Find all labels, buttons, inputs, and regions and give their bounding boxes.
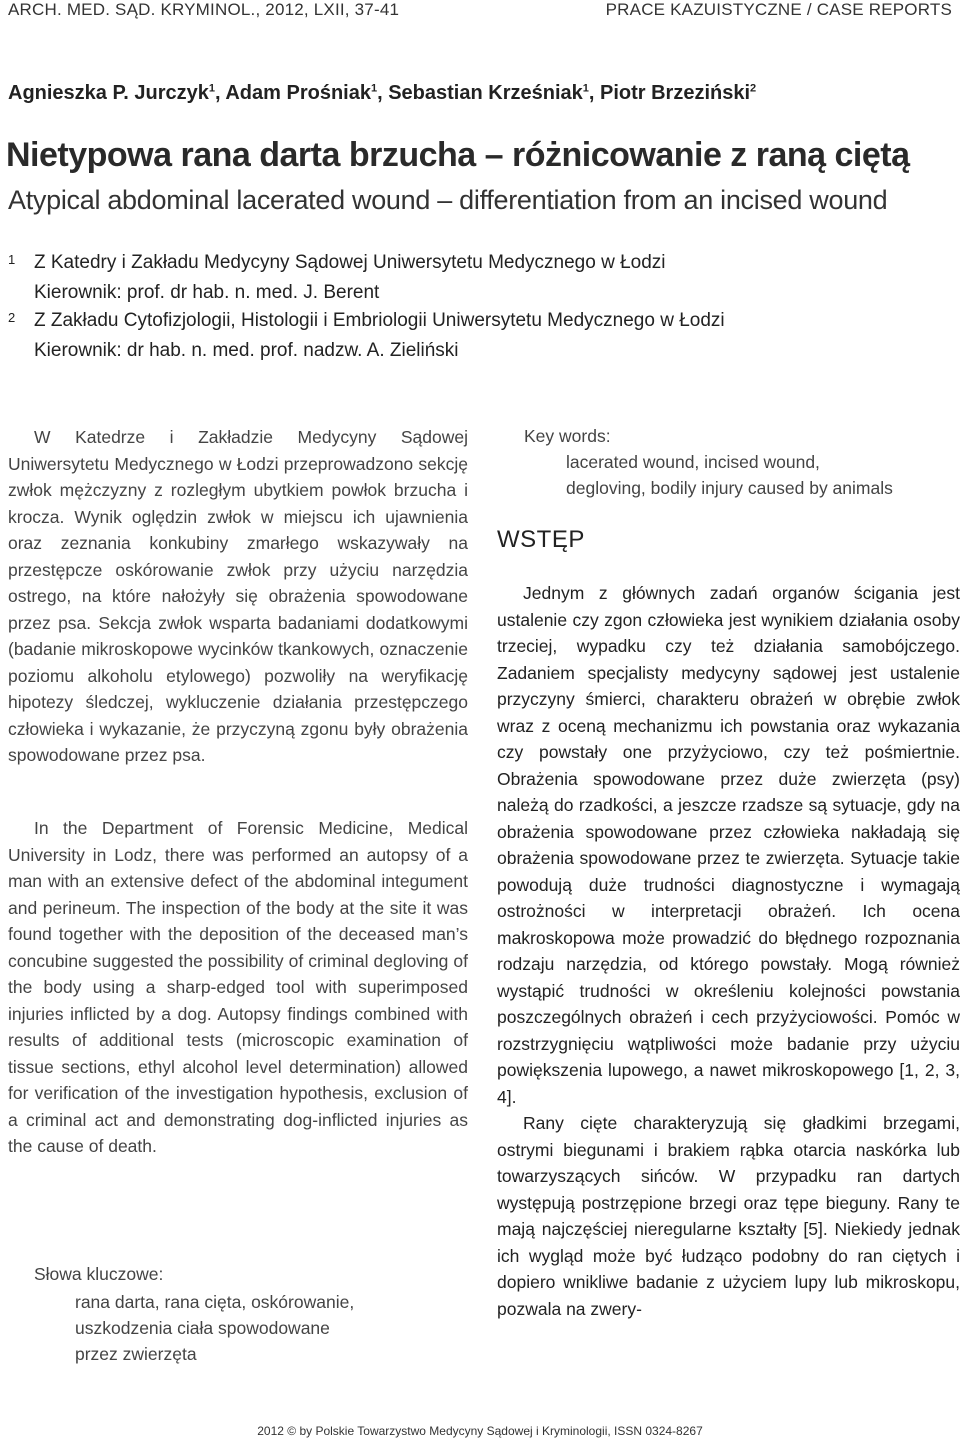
affiliation-2 (8, 310, 952, 370)
abstract-polish-text: W Katedrze i Zakładzie Medycyny Sądowej Uniwersytetu Medycznego w Łodzi przeprowadzono sekcję zwłok mężczyzny z rozległym ubytkiem powłok brzucha i krocza. Wynik oględzin zwłok w miejscu ich ujawnienia oraz zeznania konkubiny zmarłego wskazywały na przestępcze oskórowanie zwłok przy użyciu narzędzia ostrego, na które nałożyły się obrażenia spowodowane przez psa. Sekcja zwłok wsparta badaniami dodatkowymi (badanie mikroskopowe wycinków tkankowych, oznaczenie poziomu alkoholu etylowego) pozwoliły na weryfikację hipotezy śledczej, wykluczenie działania przestępczego człowieka i wykazanie, że przyczyną zgonu były obrażenia spowodowane przez psa. (8, 427, 468, 765)
author-list: Agnieszka P. Jurczyk$^1$, Adam Prośniak$^1$, Sebastian Krześniak$^1$, Piotr Brzeziński$^2$ (8, 82, 757, 104)
introduction-paragraph: Jednym z głównych zadań organów ścigania jest ustalenie czy zgon człowieka jest wynikiem działania osoby trzeciej, wypadku czy też działania samobójczego. Zadaniem specjalisty medycyny sądowej jest ustalenie przyczyny śmierci, charakteru obrażeń w obrębie zwłok wraz z oceną mechanizmu ich powstania oraz wykazania czy powstały one przyżyciowo, czy też pośmiertnie. Obrażenia spowodowane przez duże zwierzęta (psy) należą do rzadkości, a jeszcze rzadsze są sytuacje, gdy na obrażenia spowodowane przez człowieka nakładają się obrażenia spowodowane przez te zwierzęta. Sytuacje takie powodują duże trudności diagnostyczne i wymagają ostrożności w interpretacji obrażeń. Ich ocena makroskopowa może prowadzić do błędnego rozpoznania rodzaju narzędzia, od którego powstały. Mogą również wystąpić trudności w określeniu kolejności powstania poszczególnych obrażeń i cech przyżyciowości. Pomóc w rozstrzygnięciu wątpliwości może badanie przy użyciu powiększenia lupowego, a nawet mikroskopowego [1, 2, 3, 4]. (497, 583, 960, 1107)
affiliation-head: Kierownik: prof. dr hab. n. med. J. Berent (34, 282, 380, 303)
keywords-polish-label: Słowa kluczowe: (34, 1264, 164, 1284)
affiliation-institution: Z Zakładu Cytofizjologii, Histologii i Embriologii Uniwersytetu Medycznego w Łodzi (34, 310, 725, 331)
author-name: Piotr Brzeziński (600, 82, 751, 104)
keywords-polish-line: uszkodzenia ciała spowodowane (75, 1318, 330, 1338)
keywords-polish-line: rana darta, rana cięta, oskórowanie, (75, 1292, 355, 1312)
keywords-english-line: degloving, bodily injury caused by animals (566, 478, 893, 498)
title-polish: Nietypowa rana darta brzucha – różnicowanie z raną ciętą (6, 136, 910, 174)
journal-citation: ARCH. MED. SĄD. KRYMINOL., 2012, LXII, 37-41 (8, 0, 400, 19)
abstract-polish (8, 424, 468, 769)
introduction-body (497, 580, 960, 1322)
keywords-english-line: lacerated wound, incised wound, (566, 452, 820, 472)
section-heading-introduction: WSTĘP (497, 526, 585, 553)
author-affiliation-mark: 1 (582, 82, 589, 95)
running-header (8, 0, 952, 22)
affiliation-1 (8, 252, 952, 312)
introduction-paragraph: Rany cięte charakteryzują się gładkimi brzegami, ostrymi biegunami i brakiem rąbka otarcia naskórka lub towarzyszących sińców. W przypadku ran dartych występują postrzępione brzegi oraz tępe bieguny. Rany te mają najczęściej nieregularne kształty [5]. Niekiedy jednak ich wygląd może być łudząco podobny do ran ciętych i dopiero wnikliwe badanie z użyciem lupy lub mikroskopu, pozwala na zwery- (497, 1113, 960, 1319)
author-name: Sebastian Krześniak (388, 82, 583, 104)
keywords-polish-line: przez zwierzęta (75, 1344, 197, 1364)
author-name: Adam Prośniak (225, 82, 371, 104)
title-english: Atypical abdominal lacerated wound – differentiation from an incised wound (8, 185, 888, 215)
author-affiliation-mark: 2 (750, 82, 757, 95)
copyright-footer: 2012 © by Polskie Towarzystwo Medycyny Sądowej i Kryminologii, ISSN 0324-8267 (257, 1424, 703, 1438)
keywords-english-label: Key words: (524, 426, 611, 446)
author-affiliation-mark: 1 (370, 82, 378, 95)
affiliation-number: 1 (8, 252, 16, 267)
affiliation-institution: Z Katedry i Zakładu Medycyny Sądowej Uniwersytetu Medycznego w Łodzi (34, 252, 666, 273)
affiliation-head: Kierownik: dr hab. n. med. prof. nadzw. A. Zieliński (34, 340, 459, 361)
article-section: PRACE KAZUISTYCZNE / CASE REPORTS (605, 0, 952, 19)
abstract-english-text: In the Department of Forensic Medicine, Medical University in Lodz, there was performed an autopsy of a man with an extensive defect of the abdominal integument and perineum. The inspection of the body at the site it was found together with the deposition of the deceased man’s concubine suggested the possibility of criminal degloving of the body using a sharp-edged tool with superimposed injuries inflicted by a dog. Autopsy findings combined with results of additional tests (microscopic examination of tissue sections, ethyl alcohol level determination) allowed for verification of the investigation hypothesis, exclusion of a criminal act and demonstrating dog-inflicted injuries as the cause of death. (8, 818, 468, 1156)
affiliation-number: 2 (8, 310, 16, 325)
author-name: Agnieszka P. Jurczyk (8, 82, 209, 104)
abstract-english (8, 815, 468, 1160)
author-affiliation-mark: 1 (208, 82, 215, 95)
